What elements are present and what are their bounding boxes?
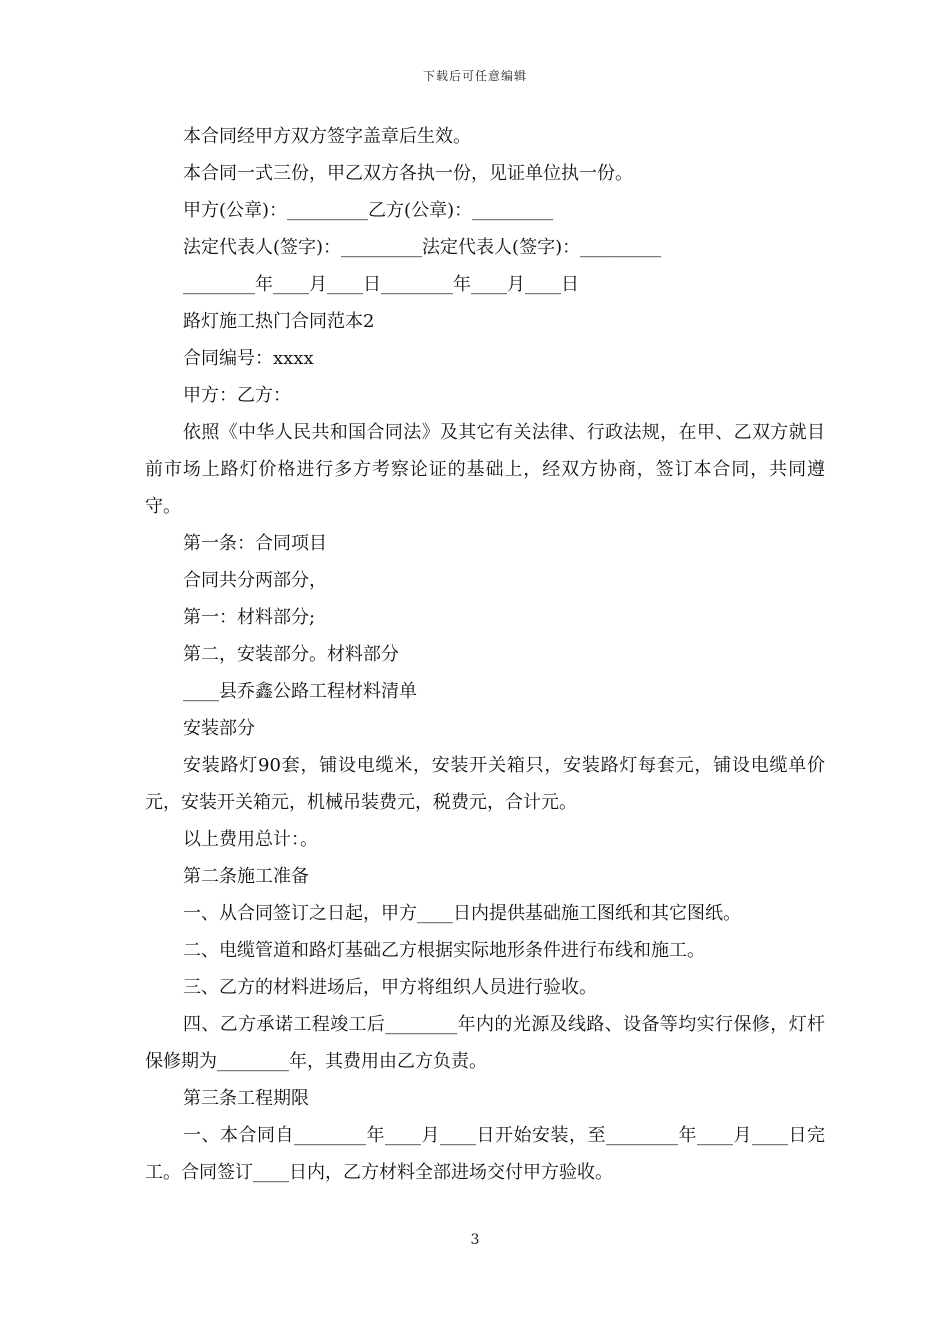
paragraph: 路灯施工热门合同范本2 [183,311,375,332]
paragraph: 甲方(公章)：_________乙方(公章)：_________ [183,200,554,221]
paragraph: 第二条施工准备 [183,866,309,887]
paragraph: 本合同一式三份，甲乙双方各执一份，见证单位执一份。 [183,163,633,184]
document-body [145,118,825,1191]
paragraph: 安装路灯90套，铺设电缆米，安装开关箱只，安装路灯每套元，铺设电缆单价元，安装开关箱元，机械吊装费元，税费元，合计元。 [145,755,825,813]
paragraph: 二、电缆管道和路灯基础乙方根据实际地形条件进行布线和施工。 [183,940,705,961]
paragraph: 本合同经甲方双方签字盖章后生效。 [183,126,471,147]
paragraph: 第三条工程期限 [183,1088,309,1109]
paragraph: ____县乔鑫公路工程材料清单 [183,681,417,702]
paragraph: 以上费用总计：。 [183,829,318,850]
paragraph: 一、本合同自________年____月____日开始安装，至________年____月____日完工。合同签订____日内，乙方材料全部进场交付甲方验收。 [145,1125,825,1183]
paragraph: 合同共分两部分， [183,570,327,591]
paragraph: 第二，安装部分。材料部分 [183,644,399,665]
paragraph: 依照《中华人民共和国合同法》及其它有关法律、行政法规，在甲、乙双方就目前市场上路灯价格进行多方考察论证的基础上，经双方协商，签订本合同，共同遵守。 [145,422,825,517]
paragraph: 法定代表人(签字)：_________法定代表人(签字)：_________ [183,237,662,258]
page-number: 3 [470,1232,480,1248]
paragraph: 甲方：乙方： [183,385,291,406]
paragraph: 一、从合同签订之日起，甲方____日内提供基础施工图纸和其它图纸。 [183,903,741,924]
paragraph: 合同编号：xxxx [183,348,314,369]
paragraph: 三、乙方的材料进场后，甲方将组织人员进行验收。 [183,977,597,998]
paragraph: 四、乙方承诺工程竣工后________年内的光源及线路、设备等均实行保修，灯杆保修期为________年，其费用由乙方负责。 [145,1014,825,1072]
paragraph: ________年____月____日________年____月____日 [183,274,579,295]
paragraph: 第一：材料部分; [183,607,316,628]
paragraph: 安装部分 [183,718,255,739]
paragraph: 第一条：合同项目 [183,533,327,554]
page-header-note: 下载后可任意编辑 [422,69,527,83]
